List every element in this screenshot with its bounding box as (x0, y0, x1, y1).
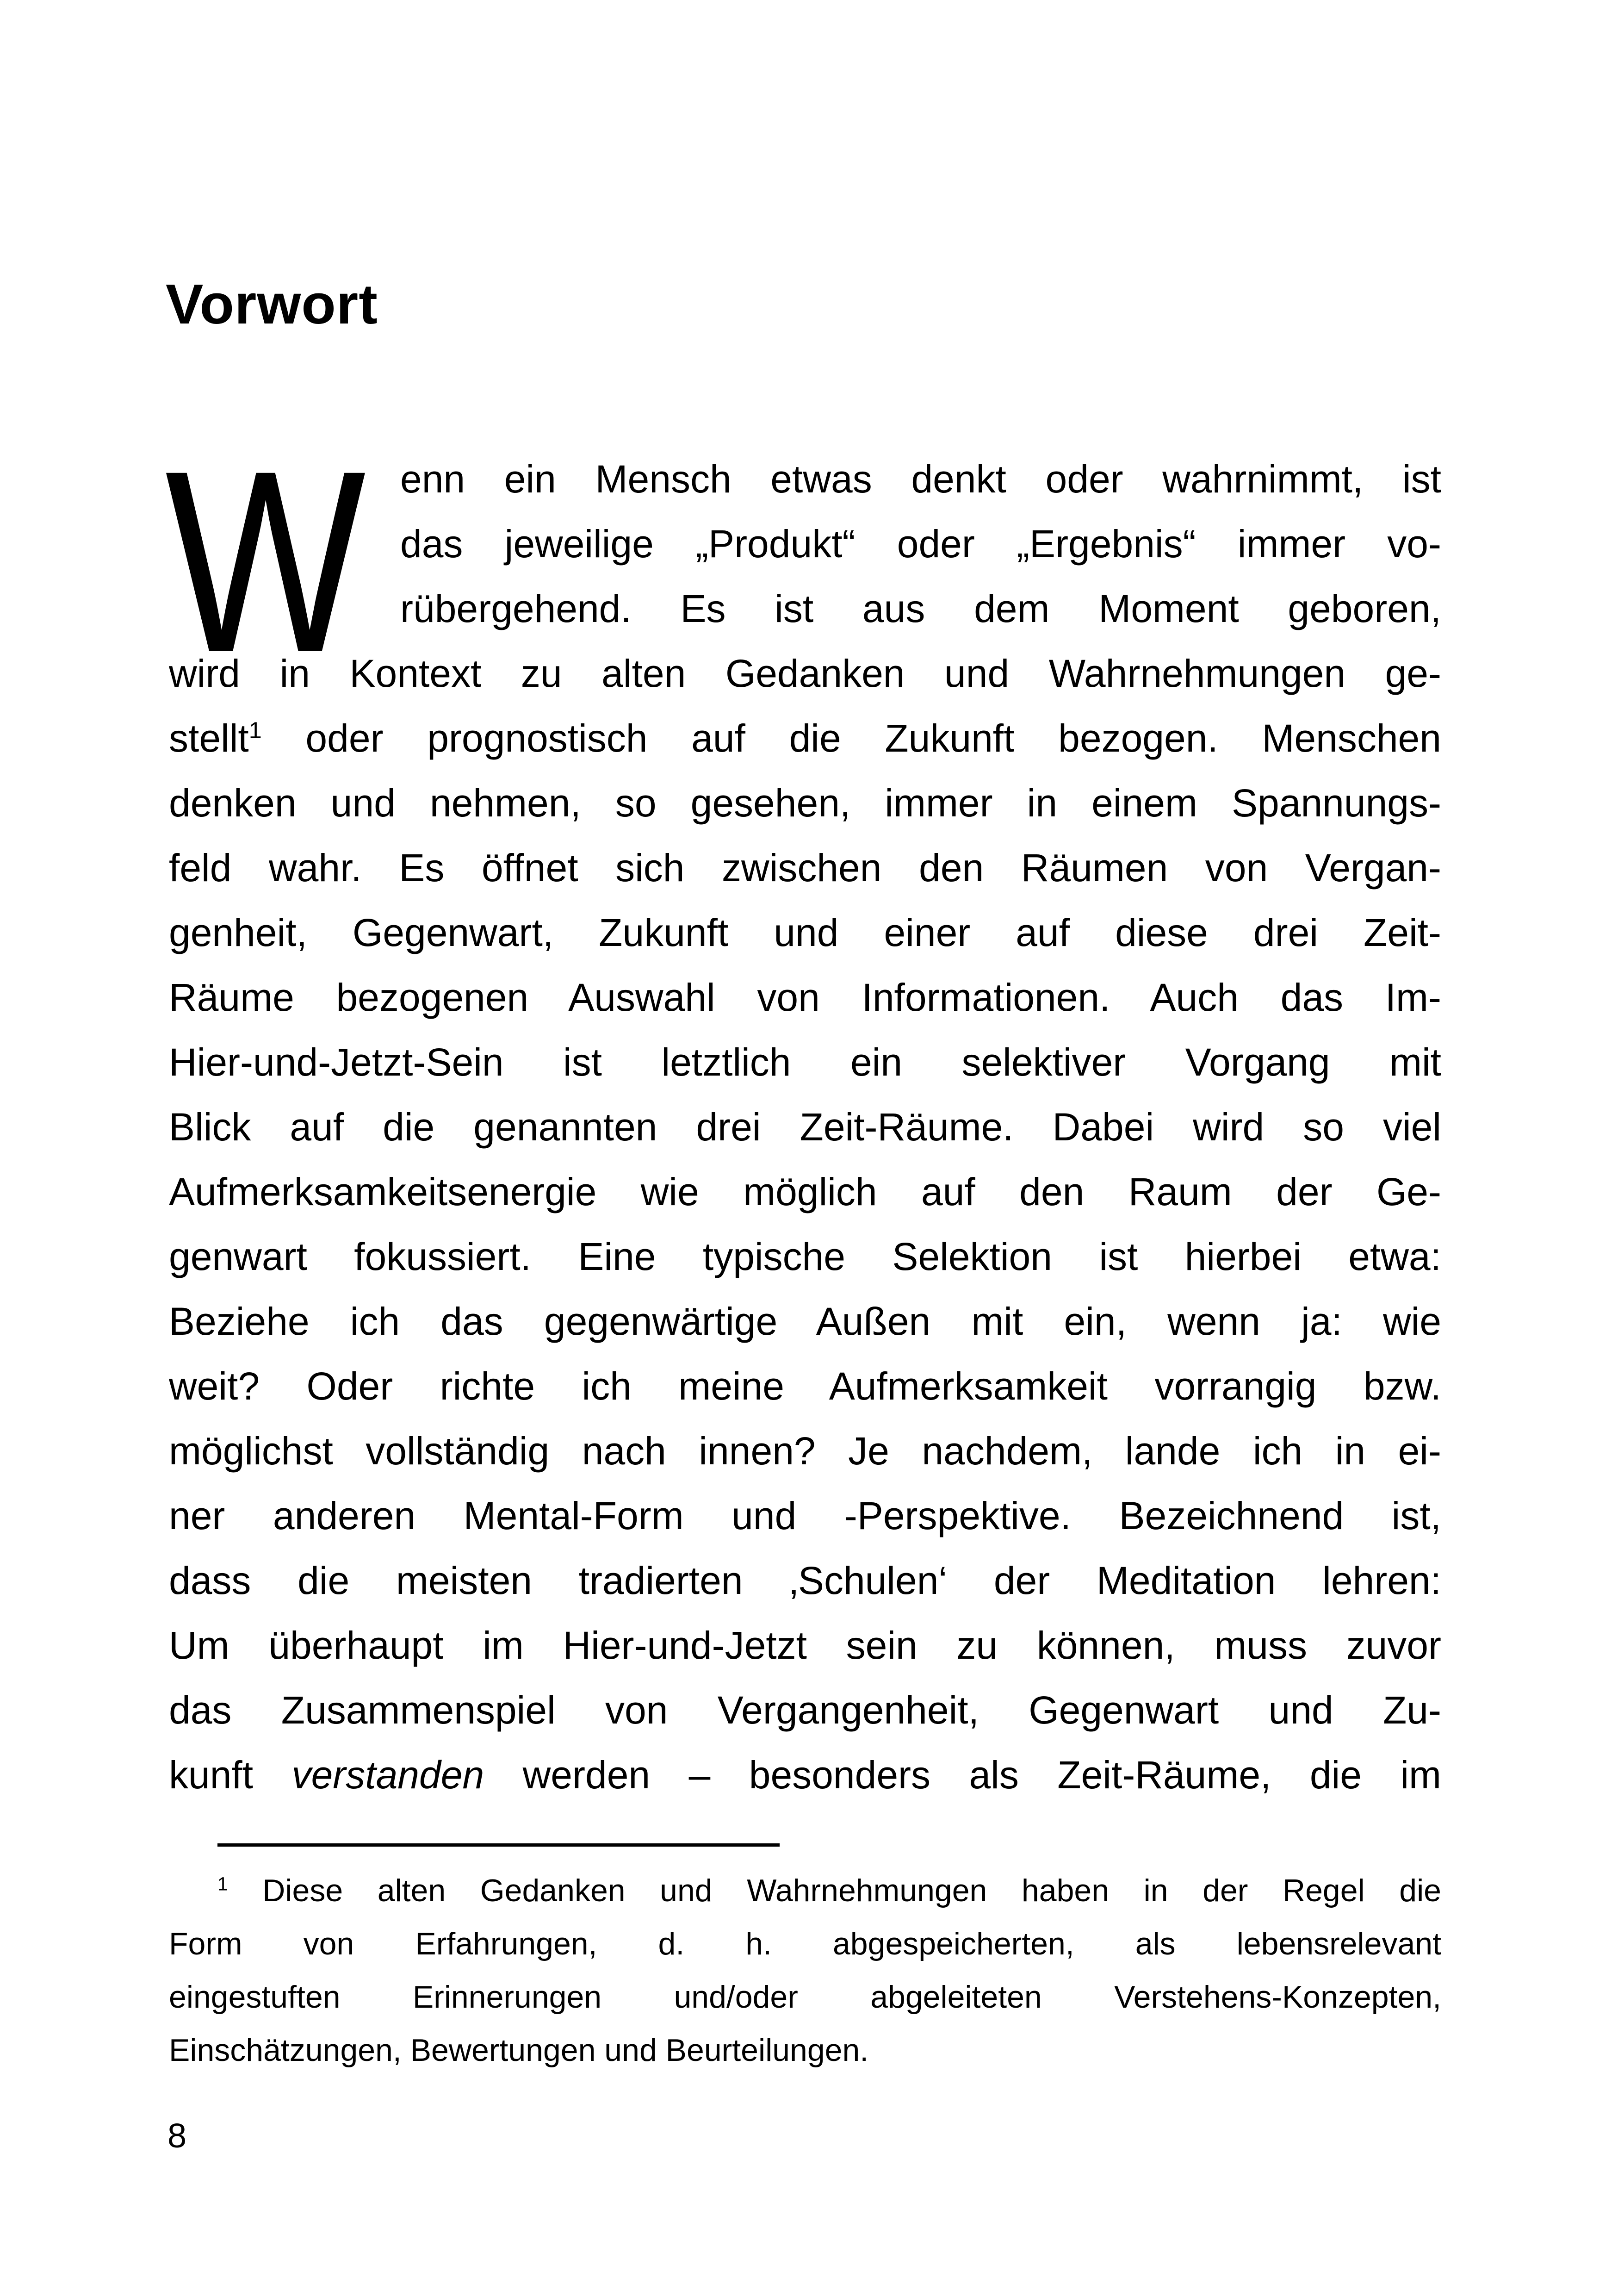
text-line (169, 771, 1441, 835)
text-segment: feld wahr. Es öffnet sich zwischen den Räumen von Vergan- (169, 846, 1441, 890)
text-line (169, 2024, 1441, 2077)
text-segment: denken und nehmen, so gesehen, immer in einem Spannungs- (169, 781, 1441, 825)
text-segment: genheit, Gegenwart, Zukunft und einer auf diese drei Zeit- (169, 911, 1441, 954)
text-segment: weit? Oder richte ich meine Aufmerksamkeit vorrangig bzw. (169, 1364, 1441, 1408)
text-segment: möglichst vollständig nach innen? Je nachdem, lande ich in ei- (169, 1429, 1441, 1473)
text-segment: Blick auf die genannten drei Zeit-Räume. Dabei wird so viel (169, 1105, 1441, 1149)
drop-cap-letter: W (165, 417, 366, 706)
text-line (169, 835, 1441, 900)
text-segment: Form von Erfahrungen, d. h. abgespeicherten, als lebensrelevant (169, 1926, 1441, 1961)
text-line (169, 1095, 1441, 1159)
text-segment: werden – besonders als Zeit-Räume, die im (484, 1753, 1442, 1797)
text-line (169, 1613, 1441, 1678)
text-segment: Beziehe ich das gegenwärtige Außen mit ein, wenn ja: wie (169, 1300, 1441, 1343)
text-segment: Räume bezogenen Auswahl von Informationen. Auch das Im- (169, 976, 1441, 1019)
text-line (169, 1483, 1441, 1548)
emphasized-word: verstanden (291, 1753, 484, 1797)
text-line (169, 1159, 1441, 1224)
body-text (165, 417, 1442, 1807)
footnote-marker: 1 (217, 1873, 228, 1895)
text-line (169, 1971, 1441, 2024)
text-line (169, 1224, 1441, 1289)
text-segment: kunft (169, 1753, 292, 1797)
text-line (169, 1419, 1441, 1483)
footnote-text (169, 1864, 1441, 2077)
text-segment: Einschätzungen, Bewertungen und Beurteilungen. (169, 2033, 869, 2068)
text-segment: dass die meisten tradierten ‚Schulen‘ der Meditation lehren: (169, 1559, 1441, 1602)
text-segment: rübergehend. Es ist aus dem Moment geboren, (400, 587, 1441, 630)
text-line (169, 1742, 1441, 1807)
text-segment: eingestuften Erinnerungen und/oder abgeleiteten Verstehens-Konzepten, (169, 1979, 1441, 2015)
text-segment: Um überhaupt im Hier-und-Jetzt sein zu können, muss zuvor (169, 1624, 1441, 1667)
text-line (169, 900, 1441, 965)
chapter-title: Vorwort (166, 272, 378, 336)
footnote-separator (217, 1843, 780, 1847)
text-segment: Hier-und-Jetzt-Sein ist letztlich ein selektiver Vorgang mit (169, 1040, 1441, 1084)
text-segment: genwart fokussiert. Eine typische Selektion ist hierbei etwa: (169, 1235, 1441, 1278)
text-segment: stellt (169, 716, 249, 760)
page-number: 8 (167, 2116, 187, 2155)
text-segment: enn ein Mensch etwas denkt oder wahrnimmt, ist (400, 457, 1441, 501)
text-segment: ner anderen Mental-Form und -Perspektive. Bezeichnend ist, (169, 1494, 1441, 1537)
text-line (169, 1289, 1441, 1354)
text-line (169, 1030, 1441, 1095)
text-line (169, 1864, 1441, 1917)
text-segment: oder prognostisch auf die Zukunft bezogen. Menschen (261, 716, 1441, 760)
text-segment: wird in Kontext zu alten Gedanken und Wahrnehmungen ge- (169, 652, 1441, 695)
text-line (169, 1354, 1441, 1419)
text-line (169, 1548, 1441, 1613)
text-segment: Aufmerksamkeitsenergie wie möglich auf den Raum der Ge- (169, 1170, 1441, 1213)
text-line (169, 1678, 1441, 1742)
text-line (169, 706, 1441, 771)
footnote-marker: 1 (248, 717, 262, 743)
text-segment: Diese alten Gedanken und Wahrnehmungen haben in der Regel die (228, 1873, 1441, 1908)
text-line (169, 1917, 1441, 1971)
text-segment: das jeweilige „Produkt“ oder „Ergebnis“ immer vo- (400, 522, 1441, 566)
text-segment: das Zusammenspiel von Vergangenheit, Gegenwart und Zu- (169, 1688, 1441, 1732)
text-line (169, 965, 1441, 1030)
